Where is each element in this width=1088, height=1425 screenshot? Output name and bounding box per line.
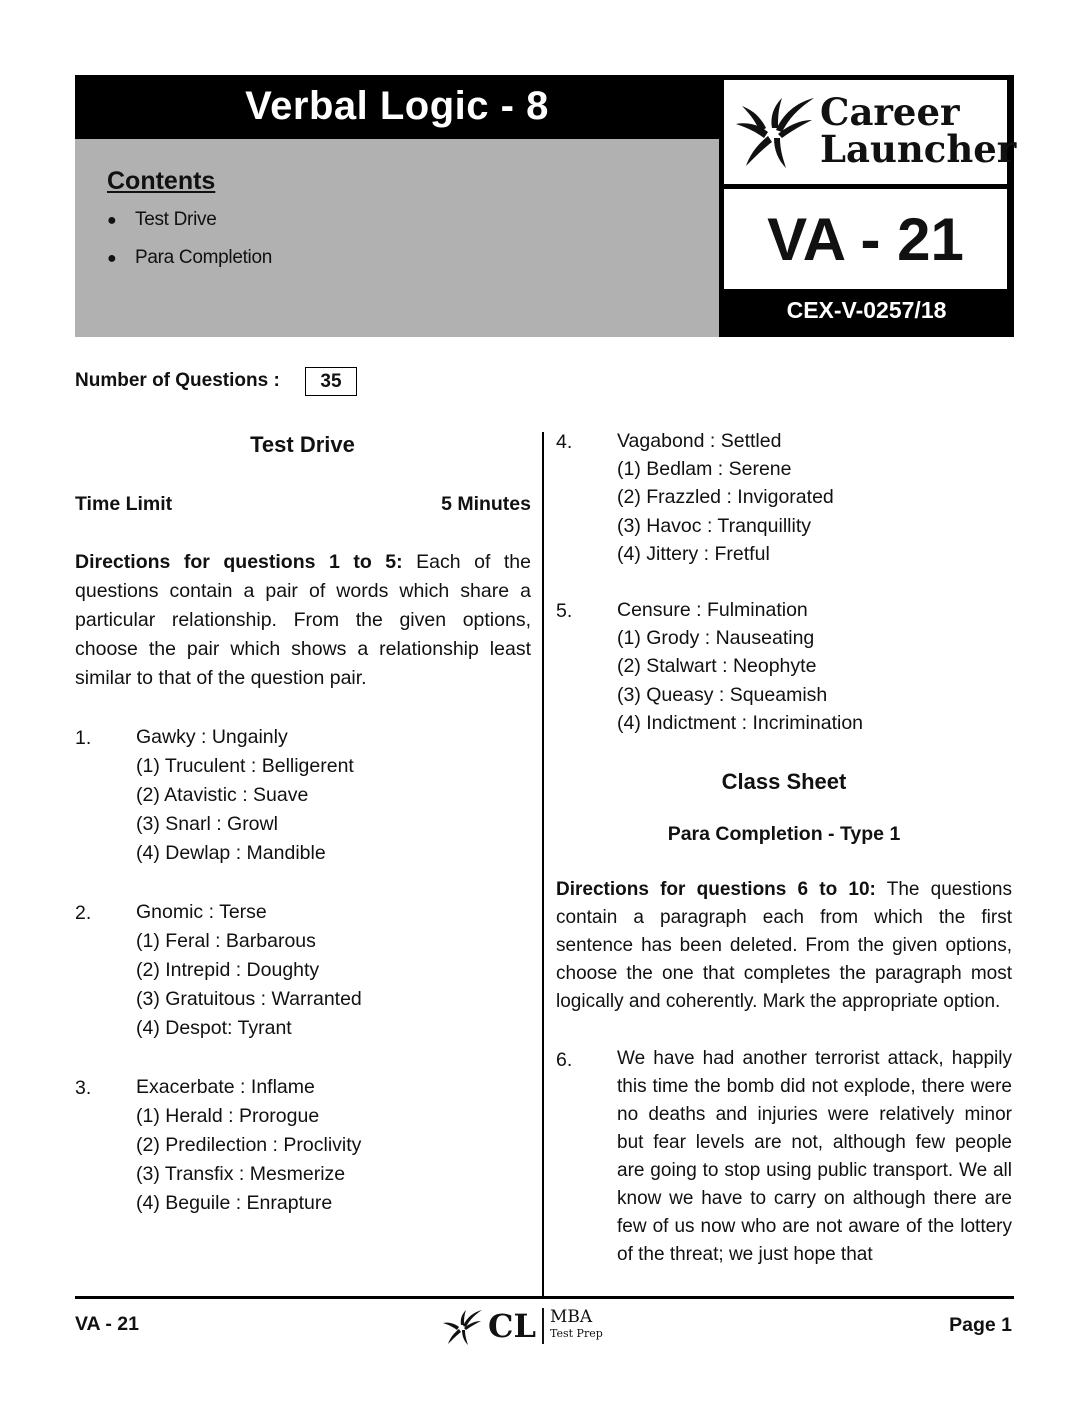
option: (4) Indictment : Incrimination — [617, 711, 864, 734]
option: (4) Beguile : Enrapture — [136, 1192, 333, 1214]
option: (2) Intrepid : Doughty — [136, 959, 320, 981]
footer-logo-cl: CL — [488, 1307, 536, 1345]
option: (1) Truculent : Belligerent — [136, 755, 354, 777]
brand-panel — [719, 75, 1017, 337]
question-3 — [136, 1073, 361, 1218]
question-number: 6. — [556, 1049, 573, 1071]
option: (3) Havoc : Tranquillity — [617, 514, 811, 537]
option: (2) Stalwart : Neophyte — [617, 655, 817, 678]
question-1 — [136, 723, 354, 868]
option: (1) Feral : Barbarous — [136, 930, 316, 952]
column-divider — [542, 432, 544, 1297]
swirl-logo-icon — [732, 94, 816, 170]
document-title: Verbal Logic - 8 — [75, 75, 719, 139]
option: (1) Herald : Prorogue — [136, 1105, 320, 1127]
option: (4) Jittery : Fretful — [617, 542, 770, 565]
directions-6-10: Directions for questions 6 to 10: The questions contain a paragraph each from which the first sentence has been deleted. From the given options, choose the one that completes the paragraph most logically and coherently. Mark the appropriate option. — [556, 879, 1013, 1012]
option: (3) Gratuitous : Warranted — [136, 988, 362, 1010]
question-4 — [617, 427, 834, 568]
option: (2) Predilection : Proclivity — [136, 1134, 362, 1156]
footer-logo-testprep: Test Prep — [550, 1327, 603, 1340]
question-number: 1. — [75, 727, 92, 749]
option: (2) Atavistic : Suave — [136, 784, 309, 806]
career-launcher-logo — [724, 80, 1017, 184]
subsection-title: Para Completion - Type 1 — [667, 823, 901, 845]
option: (2) Frazzled : Invigorated — [617, 486, 834, 509]
question-stem: Censure : Fulmination — [617, 599, 808, 621]
footer-logo-mba: MBA — [550, 1307, 593, 1327]
contents-item-test-drive: ● Test Drive — [107, 209, 217, 230]
question-stem: Vagabond : Settled — [617, 430, 782, 452]
question-5 — [617, 596, 863, 737]
option: (3) Transfix : Mesmerize — [136, 1163, 346, 1185]
directions-1-5: Directions for questions 1 to 5: Each of the questions contain a pair of words which share a particular relationship. From the given options, choose the pair which shows a relationship least similar to that of the question pair. — [75, 551, 531, 689]
option: (1) Bedlam : Serene — [617, 458, 792, 481]
question-6-paragraph: We have had another terrorist attack, happily this time the bomb did not explode, there were no deaths and injuries were relatively minor but fear levels are not, although few people are going to stop using public transport. We all know we have to carry on although there are few of us now who are not aware of the lottery of the threat; we just hope that — [617, 1048, 1012, 1265]
option: (4) Despot: Tyrant — [136, 1017, 292, 1039]
reference-code: CEX-V-0257/18 — [786, 297, 947, 323]
num-questions-label: Number of Questions : — [75, 370, 280, 391]
option: (3) Snarl : Growl — [136, 813, 278, 835]
brand-wordmark: Career Launcher — [820, 90, 1017, 171]
contents-heading: Contents — [107, 167, 216, 195]
footer-rule — [75, 1296, 1014, 1299]
question-number: 4. — [556, 431, 573, 453]
option: (4) Dewlap : Mandible — [136, 842, 326, 864]
question-number: 3. — [75, 1077, 92, 1099]
question-number: 5. — [556, 600, 573, 622]
time-limit-value: 5 Minutes — [441, 493, 531, 515]
bullet-icon: ● — [107, 212, 117, 229]
page-number: Page 1 — [949, 1314, 1012, 1336]
contents-panel — [75, 139, 719, 337]
bullet-icon: ● — [107, 250, 117, 267]
question-2 — [136, 898, 362, 1043]
class-sheet-title: Class Sheet — [721, 769, 847, 794]
footer-code: VA - 21 — [75, 1313, 139, 1335]
question-stem: Gawky : Ungainly — [136, 726, 288, 748]
swirl-logo-icon — [440, 1308, 484, 1346]
section-title-test-drive: Test Drive — [250, 432, 355, 457]
test-code: VA - 21 — [767, 206, 964, 273]
footer-logo-separator — [542, 1308, 544, 1344]
question-stem: Gnomic : Terse — [136, 901, 267, 923]
question-number: 2. — [75, 902, 92, 924]
option: (3) Queasy : Squeamish — [617, 683, 828, 706]
footer-logo — [440, 1306, 615, 1346]
code-box — [724, 189, 1007, 289]
contents-item-para-completion: ● Para Completion — [107, 247, 273, 268]
option: (1) Grody : Nauseating — [617, 627, 815, 650]
num-questions-value: 35 — [305, 367, 357, 396]
time-limit-label: Time Limit — [75, 493, 173, 515]
question-stem: Exacerbate : Inflame — [136, 1076, 315, 1098]
